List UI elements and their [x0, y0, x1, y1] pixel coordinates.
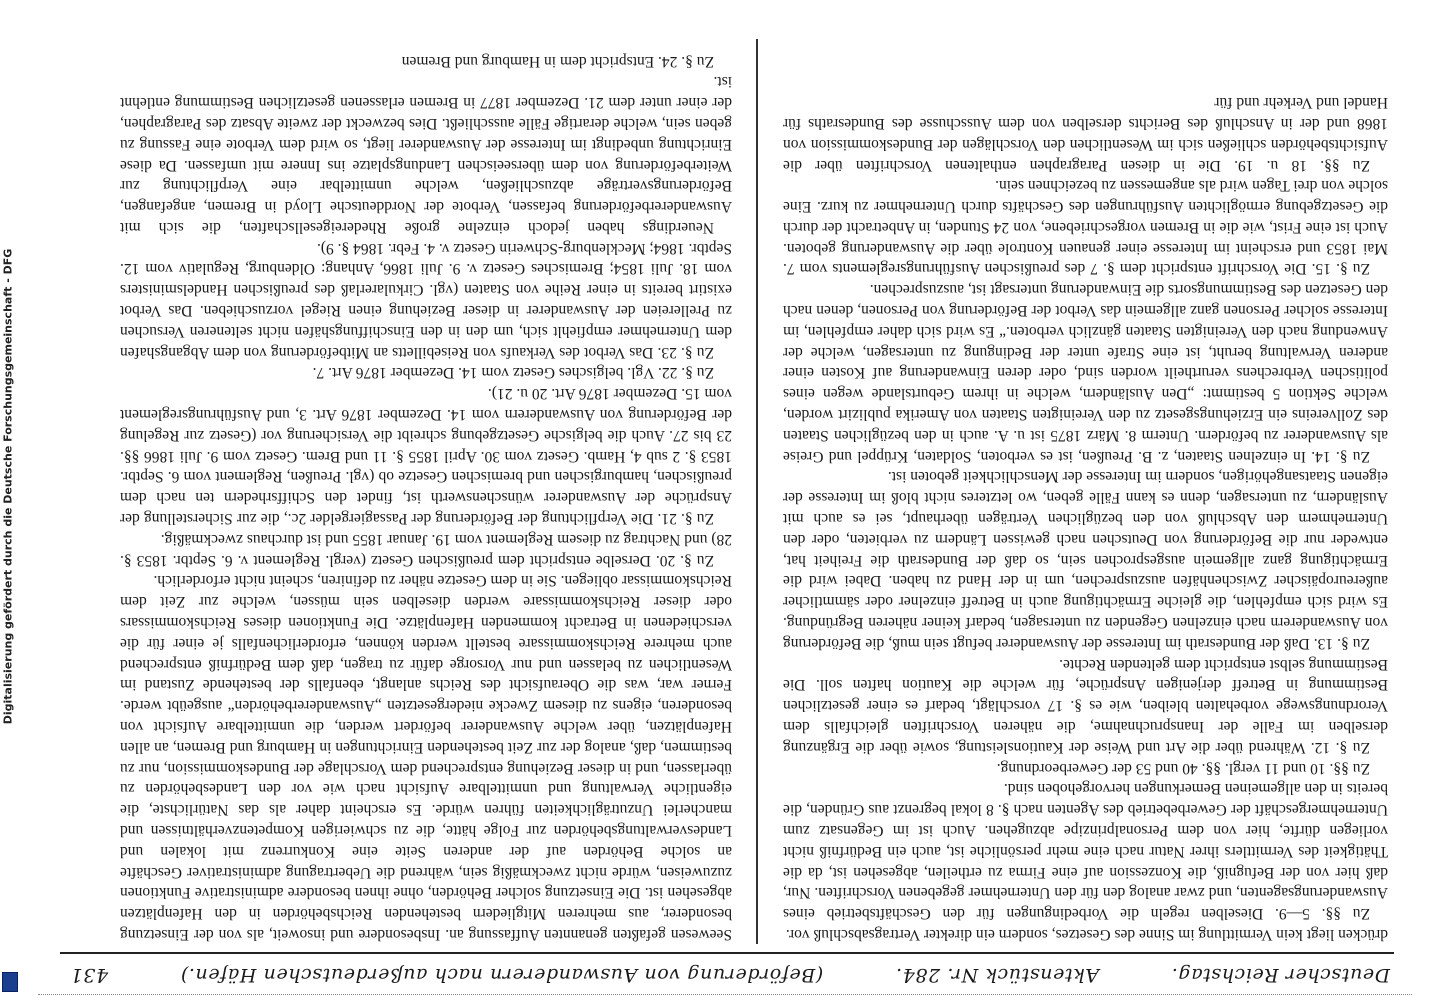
digitization-note: Digitalisierung gefördert durch die Deutsche Forschungsgemeinschaft - DFG	[1, 248, 15, 725]
paragraph: Zu §. 22. Vgl. belgisches Gesetz vom 14. Dezember 1876 Art. 7.	[312, 364, 714, 382]
header-rule	[60, 952, 1394, 954]
header-center: Aktenstück Nr. 284.	[895, 964, 1100, 986]
paragraph: Zu §§. 10 und 11 vergl. §§. 40 und 53 der Gewerbeordnung.	[996, 759, 1370, 777]
header-right: (Beförderung von Auswanderern nach außerdeutschen Häfen.)	[180, 964, 824, 986]
paragraph: Zu §. 13. Daß der Bundesrath im Interesse der Auswanderer befugt sein muß, die Beförderung von Auswanderern nach einzelnen Gegenden zu untersagen, bedarf keiner näheren Begründung. Es wird sich empfehlen, die gleiche Ermächtigung auch in Betreff einzelner oder sämmtlicher außereuropäischer Zwischenhäfen auszusprechen, um in der Hand zu haben. Dabei wird die Ermächtigung ganz allgemein ausgesprochen sein, so daß der Bundesrath die Freiheit hat, entweder nur die Beförderung von Deutschen nach gewissen Ländern zu verbieten, oder den Unternehmern den Abschluß von den bezüglichen Verträgen überhaupt, sei es auch mit Ausländern, zu untersagen, denn es kann Fälle geben, wo letzteres nicht bloß im Interesse der eigenen Staatsangehörigen, sondern im Interesse der Menschlichkeit geboten ist.	[783, 468, 1388, 652]
page-number: 431	[70, 964, 109, 986]
paragraph: Zu §. 14. In einzelnen Staaten, z. B. Preußen, ist es verboten, Soldaten, Krüppel und Greise als Auswanderer zu befördern. Unterm 8. März 1875 ist u. A. auch in den bezüglichen Staaten des Zollvereins ein Erziehungsgesetz zu den Vereinigten Staaten von Amerika publizirt worden, welche Sektion 5 bestimmt: „Den Ausländern, welche in ihrem Geburtslande wegen eines politischen Verbrechens verurtheilt worden sind, oder deren Einwanderung auf Kosten einer anderen Verwaltung beruht, ist eine Strafe unter der Bedingung zu untersagen, welche der Anwendung nach den Vereinigten Staaten gänzlich verboten.“ Es wird sich daher empfehlen, im Interesse solcher Personen ganz allgemein das Verbot der Beförderung von Personen, denen nach den Gesetzen des Bestimmungsorts die Einwanderung untersagt ist, auszusprechen.	[783, 281, 1388, 465]
paragraph: Zu §§. 18 u. 19. Die in diesen Paragraphen enthaltenen Vorschriften über die Aufsichtsbehörden schließen sich im Wesentlichen den Vorschlägen der Bundeskommission von 1868 und der in Anschluß des Berichts derselben von dem Ausschusse des Bundesraths für Handel und Verkehr und für	[783, 94, 1388, 174]
paragraph: Zu §. 21. Die Verpflichtung der Beförderung der Passagiergelder 2c., die zur Sicherstellung der Ansprüche der Auswanderer wünschenswerth ist, findet den Schiffsrhedern ten nach dem preußischen, hamburgischen und bremischen Gesetze ob (vgl. Preußen, Reglement vom 6. Septbr. 1853 §. 2 sub 4, Hamb. Gesetz vom 30. April 1855 §. 11 und Brem. Gesetz vom 9. Juli 1866 §§. 23 bis 27. Auch die belgische Gesetzgebung schreibt die Versicherung vor (Gesetz zur Regelung der Beförderung von Auswanderern vom 14. Dezember 1876 Art. 3, und Ausführungsreglement vom 15. Dezember 1876 Art. 20 u. 21).	[120, 385, 732, 528]
dfg-logo-icon	[2, 972, 18, 992]
column-divider	[756, 39, 758, 944]
right-column	[120, 24, 732, 944]
paragraph: Seewesen gefaßten genannten Auffassung an. Insbesondere und insoweit, als von der Einsetzung besonderer, aus mehreren Mitgliedern bestehenden Reichsbehörden in den Hafenplätzen abgesehen ist. Die Einsetzung solcher Behörden, ohne ihnen besondere administrative Funktionen zuzuweisen, würde nicht zweckmäßig sein, während die Uebertragung administrativer Geschäfte an solche Behörden auf der anderen Seite eine Konkurrenz mit lokalen und Landesverwaltungsbehörden zur Folge hätte, die zu schwierigen Kompetenzverhältnissen und mancherlei Unzuträglichkeiten führen würde. Es erscheint daher als das Natürlichste, die eigentliche Verwaltung und unmittelbare Aufsicht nach wie vor den Landesbehörden zu überlassen, und in dieser Beziehung entsprechend dem Vorschlage der Bundeskommission, nur zu bestimmen, daß, analog der zur Zeit bestehenden Einrichtungen in Hamburg und Bremen, an allen Hafenplätzen, über welche Auswanderer befördert werden, die unmittelbare Aufsicht von besonderen, eigens zu diesem Zwecke niedergesetzten „Auswandererbehörden“ ausgeübt werde. Ferner war, was die Oberaufsicht des Reichs anlangt, ebenfalls der bestehende Zustand im Wesentlichen zu belassen und nur Vorsorge dafür zu tragen, daß dem Bedürfniß entsprechend auch mehrere Reichskommissare bestellt werden können, erforderlichenfalls je einer für die verschiedenen in Betracht kommenden Hafenplätze. Die Funktionen dieses Reichskommissars oder dieser Reichskommissare werden dieselben sein müssen, welche zur Zeit dem Reichskommissar obliegen. Sie in dem Gesetze näher zu definiren, scheint nicht erforderlich.	[120, 572, 732, 943]
paragraph: Zu §. 12. Während über die Art und Weise der Kautionsleistung, sowie über die Ergänzung derselben im Falle der Inanspruchnahme, die näheren Vorschriften gleichfalls dem Verordnungswege vorbehalten bleiben, wie es §. 17 vorschlägt, bedarf es einer gesetzlichen Bestimmung in Betreff derjenigen Ansprüche, für welche die Kaution haften soll. Die Bestimmung selbst entspricht dem geltenden Rechte.	[783, 655, 1388, 756]
paragraph: Zu §. 15. Die Vorschrift entspricht dem §. 7 des preußischen Ausführungsreglements vom 7. Mai 1853 und erscheint im Interesse einer genauen Kontrole über die Auswanderung geboten. Auch ist eine Frist, wie die in Bremen vorgeschriebene, von 24 Stunden, in Anbetracht der durch die Gesetzgebung ermöglichten Ausführungen des Geschäfts durch Unternehmer zu kurz. Eine solche von drei Tagen wird als angemessen zu bezeichnen sein.	[783, 177, 1388, 278]
paragraph: Zu §. 23. Das Verbot des Verkaufs von Reisebilletts an Mitbeförderung von dem Abgangshafen dem Unternehmer empfiehlt sich, um den in den Einschiffungshäfen nicht selteneren Versuchen zu Prellereien der Auswanderer in dieser Beziehung einen Riegel vorzuschieben. Das Verbot existirt bereits in einer Reihe von Staaten (vgl. Cirkularerlaß des preußischen Handelsministers vom 18. Juli 1854; Bremisches Gesetz v. 9. Juli 1866, Anhang: Oldenburg, Regulativ vom 12. Septbr. 1864; Mecklenburg-Schwerin Gesetz v. 4. Febr. 1864 §. 9).	[120, 239, 732, 361]
bottom-rule	[38, 994, 1412, 995]
paragraph: Neuerdings haben jedoch einzelne große Rhedereigesellschaften, die sich mit Auswandererbeförderung befassen, Verbote der Norddeutsche Lloyd in Bremen, angefangen, Beförderungsverträge abzuschließen, welche unmittelbar eine Verpflichtung zur Weiterbeförderung von dem überseeischen Landungsplatze ins Innere mit umfassen. Da diese Einrichtung unbedingt im Interesse der Auswanderer liegt, so wird dem Verbote eine Fassung zu geben sein, welche derartige Fälle ausschließt. Dies bezweckt der zweite Absatz des Paragraphen, der einer unter dem 21. Dezember 1877 in Bremen erlassenen gesetzlichen Bestimmung entlehnt ist.	[120, 73, 732, 236]
left-column	[783, 24, 1388, 944]
header-left: Deutscher Reichstag.	[1171, 964, 1390, 986]
digitization-sidebar	[0, 0, 18, 1000]
running-head	[70, 962, 1390, 988]
paragraph: Zu §§. 5—9. Dieselben regeln die Vorbedingungen für den Geschäftsbetrieb eines Auswanderungsagenten, und zwar analog den für den Unternehmer gegebenen Vorschriften. Nur, daß hier von der Befugniß, die Konzession auf eine Firma zu ertheilen, abgesehen ist, da die Thätigkeit des Vermittlers ihrer Natur nach eine mehr persönliche ist, auch ein Bedürfniß nicht vorliegen dürfte, hier von dem Personalprinzipe abzugehen. Auch ist im Gegensatz zum Unternehmergeschäft der Gewerbebetrieb des Agenten nach §. 8 lokal begrenzt aus Gründen, die bereits in den allgemeinen Bemerkungen hervorgehoben sind.	[783, 780, 1388, 923]
paragraph: Zu §. 24. Entspricht dem in Hamburg und Bremen	[401, 52, 714, 70]
paragraph: Zu §. 20. Derselbe entspricht dem preußischen Gesetz (vergl. Reglement v. 6. Septbr. 1853 §. 28) und Nachtrag zu diesem Reglement vom 19. Januar 1855 und ist durchaus zweckmäßig.	[120, 530, 732, 569]
paragraph: drücken liegt kein Vermittlung im Sinne des Gesetzes, sondern ein direkter Vertragsabschluß vor.	[785, 926, 1388, 943]
